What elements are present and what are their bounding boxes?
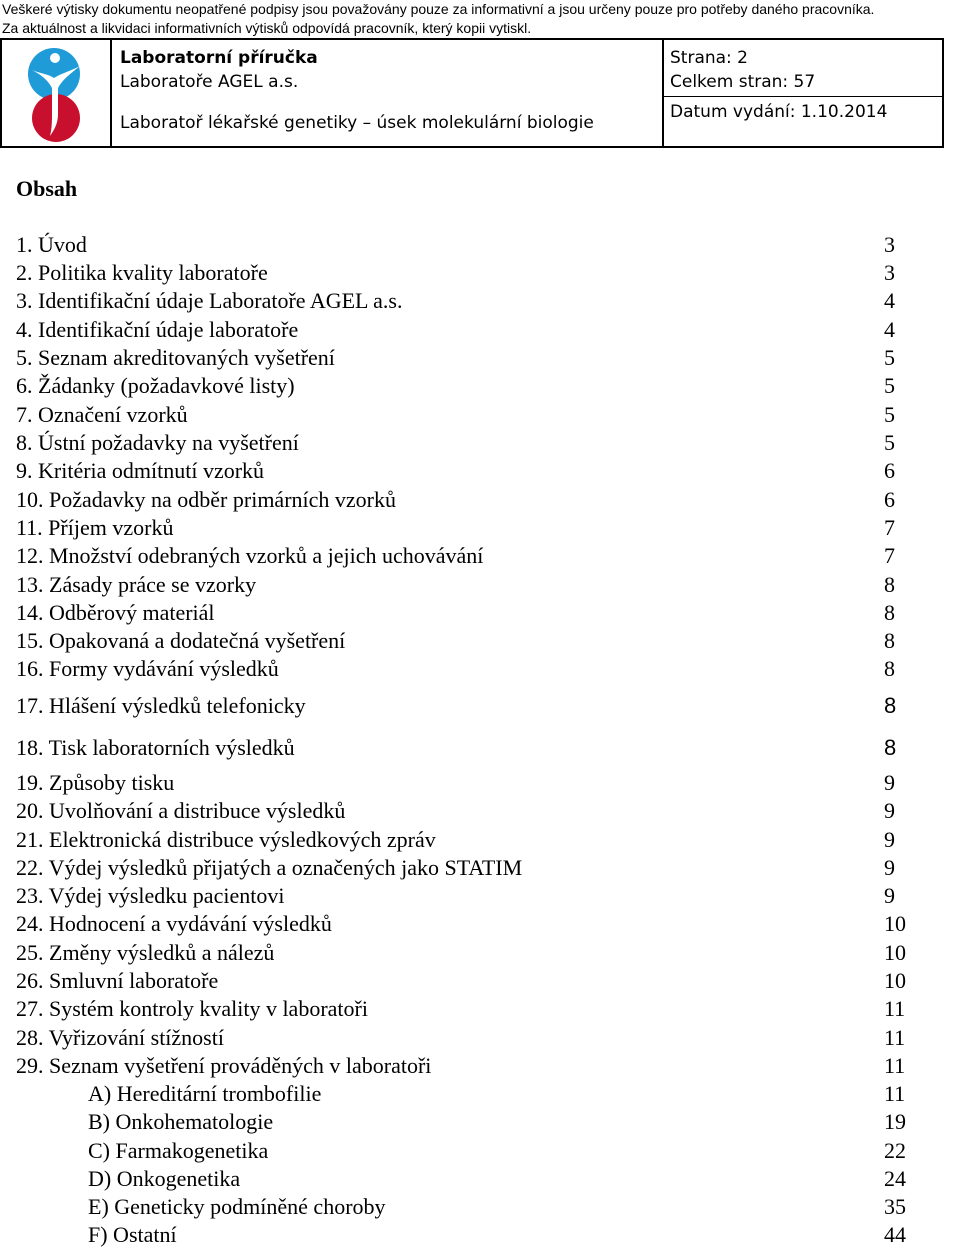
toc-entry-label: 6. Žádanky (požadavkové listy) [16,373,295,398]
toc-entry-page: 5 [884,345,895,370]
toc-entry-label: 1. Úvod [16,232,87,257]
toc-entry-page: 8 [884,656,895,681]
document-header [0,38,944,148]
toc-entry [0,457,960,485]
toc-entry-label: 23. Výdej výsledku pacientovi [16,883,285,908]
toc-entry-page: 7 [884,543,895,568]
toc-entry-label: 26. Smluvní laboratoře [16,968,219,993]
toc-entry [0,854,960,882]
toc-entry [0,1024,960,1052]
toc-entry [0,231,960,259]
toc-entry-page: 11 [884,1053,906,1078]
toc-entry-label: 14. Odběrový materiál [16,600,215,625]
toc-entry-page: 9 [884,883,895,908]
toc-entry [0,372,960,400]
notice-line-2: Za aktuálnost a likvidaci informativních výtisků odpovídá pracovník, který kopii vytiskl. [2,20,532,36]
toc-entry-label: 5. Seznam akreditovaných vyšetření [16,345,335,370]
toc-entry-page: 9 [884,770,895,795]
toc-entry-label: B) Onkohematologie [88,1109,274,1134]
toc-entry [0,967,960,995]
toc-entry-page: 19 [884,1109,906,1134]
toc-entry-page: 8 [884,693,897,718]
toc-entry-label: 15. Opakovaná a dodatečná vyšetření [16,628,346,653]
toc-entry [0,486,960,514]
toc-entry-label: 9. Kritéria odmítnutí vzorků [16,458,265,483]
toc-entry [0,1052,960,1080]
toc-entry-label: 16. Formy vydávání výsledků [16,656,279,681]
toc-entry [0,344,960,372]
total-pages: Celkem stran: 57 [670,72,816,92]
toc-entry [0,882,960,910]
toc-entry-page: 9 [884,798,895,823]
toc-entry [0,995,960,1023]
toc-entry [0,542,960,570]
toc-entry [0,287,960,315]
toc-entry [0,910,960,938]
toc-entry [0,259,960,287]
manual-title: Laboratorní příručka [120,48,318,68]
toc-entry-page: 9 [884,827,895,852]
toc-entry-label: 24. Hodnocení a vydávání výsledků [16,911,332,936]
toc-entry [0,826,960,854]
toc-entry [0,429,960,457]
header-divider [662,96,942,97]
toc-entry-page: 8 [884,572,895,597]
issue-date: Datum vydání: 1.10.2014 [670,102,888,122]
toc-entry-page: 3 [884,260,895,285]
toc-entry-label: 29. Seznam vyšetření prováděných v laboratoři [16,1053,432,1078]
toc-entry-label: 3. Identifikační údaje Laboratoře AGEL a.s. [16,288,403,313]
toc-entry-page: 4 [884,288,895,313]
toc-entry-label: 28. Vyřizování stížností [16,1025,224,1050]
notice-line-1: Veškeré výtisky dokumentu neopatřené podpisy jsou považovány pouze za informativní a jsou určeny pouze pro potřeby daného pracovníka. [2,1,875,17]
toc-entry-page: 35 [884,1194,906,1219]
toc-entry-label: 20. Uvolňování a distribuce výsledků [16,798,346,823]
toc-entry [0,939,960,967]
toc-entry-page: 8 [884,600,895,625]
toc-entry-page: 5 [884,430,895,455]
toc-entry-label: 12. Množství odebraných vzorků a jejich uchovávání [16,543,484,568]
toc-entry [0,1221,960,1249]
toc-entry-page: 8 [884,735,897,760]
toc-entry-page: 6 [884,487,895,512]
toc-entry-label: 10. Požadavky na odběr primárních vzorků [16,487,396,512]
page-number: Strana: 2 [670,48,749,68]
toc-entry [0,316,960,344]
toc-entry-label: 8. Ústní požadavky na vyšetření [16,430,299,455]
toc-entry-page: 11 [884,1081,906,1106]
toc-entry-label: F) Ostatní [88,1222,177,1247]
toc-entry [0,797,960,825]
toc-entry-page: 10 [884,911,906,936]
toc-entry-label: 13. Zásady práce se vzorky [16,572,257,597]
toc-entry [0,734,960,762]
toc-entry-page: 11 [884,1025,906,1050]
toc-entry [0,655,960,683]
department-name: Laboratoř lékařské genetiky – úsek molekulární biologie [120,113,594,133]
toc-entry-page: 11 [884,996,906,1021]
toc-entry [0,1108,960,1136]
toc-entry-label: D) Onkogenetika [88,1166,241,1191]
toc-entry-label: E) Geneticky podmíněné choroby [88,1194,386,1219]
toc-entry [0,401,960,429]
toc-title: Obsah [16,176,78,201]
toc-entry-label: 21. Elektronická distribuce výsledkových zpráv [16,827,436,852]
toc-entry-label: 4. Identifikační údaje laboratoře [16,317,299,342]
toc-entry-label: 18. Tisk laboratorních výsledků [16,735,295,760]
toc-entry-page: 44 [884,1222,906,1247]
toc-entry [0,514,960,542]
agel-person-logo-icon [24,44,88,144]
toc-entry-label: C) Farmakogenetika [88,1138,269,1163]
toc-entry-page: 24 [884,1166,906,1191]
header-divider [110,40,112,146]
laboratory-name: Laboratoře AGEL a.s. [120,72,299,92]
toc-entry [0,769,960,797]
toc-entry-page: 8 [884,628,895,653]
toc-entry [0,1080,960,1108]
header-divider [662,40,664,146]
toc-entry-label: 25. Změny výsledků a nálezů [16,940,275,965]
toc-entry-label: 7. Označení vzorků [16,402,188,427]
toc-entry-page: 10 [884,940,906,965]
toc-entry-page: 4 [884,317,895,342]
toc-entry [0,571,960,599]
toc-entry-page: 9 [884,855,895,880]
toc-entry-page: 22 [884,1138,906,1163]
toc-entry [0,599,960,627]
toc-entry-page: 5 [884,402,895,427]
toc-entry-page: 10 [884,968,906,993]
toc-entry [0,1165,960,1193]
toc-entry-label: 2. Politika kvality laboratoře [16,260,268,285]
toc-entry-page: 3 [884,232,895,257]
toc-entry-page: 5 [884,373,895,398]
toc-entry [0,692,960,720]
toc-entry-label: 11. Příjem vzorků [16,515,174,540]
toc-entry [0,627,960,655]
toc-entry-label: A) Hereditární trombofilie [88,1081,322,1106]
toc-entry-page: 6 [884,458,895,483]
toc-entry-page: 7 [884,515,895,540]
toc-entry-label: 17. Hlášení výsledků telefonicky [16,693,306,718]
toc-entry [0,1193,960,1221]
toc-entry [0,1137,960,1165]
toc-entry-label: 19. Způsoby tisku [16,770,175,795]
toc-entry-label: 27. Systém kontroly kvality v laboratoři [16,996,368,1021]
toc-entry-label: 22. Výdej výsledků přijatých a označených jako STATIM [16,855,523,880]
